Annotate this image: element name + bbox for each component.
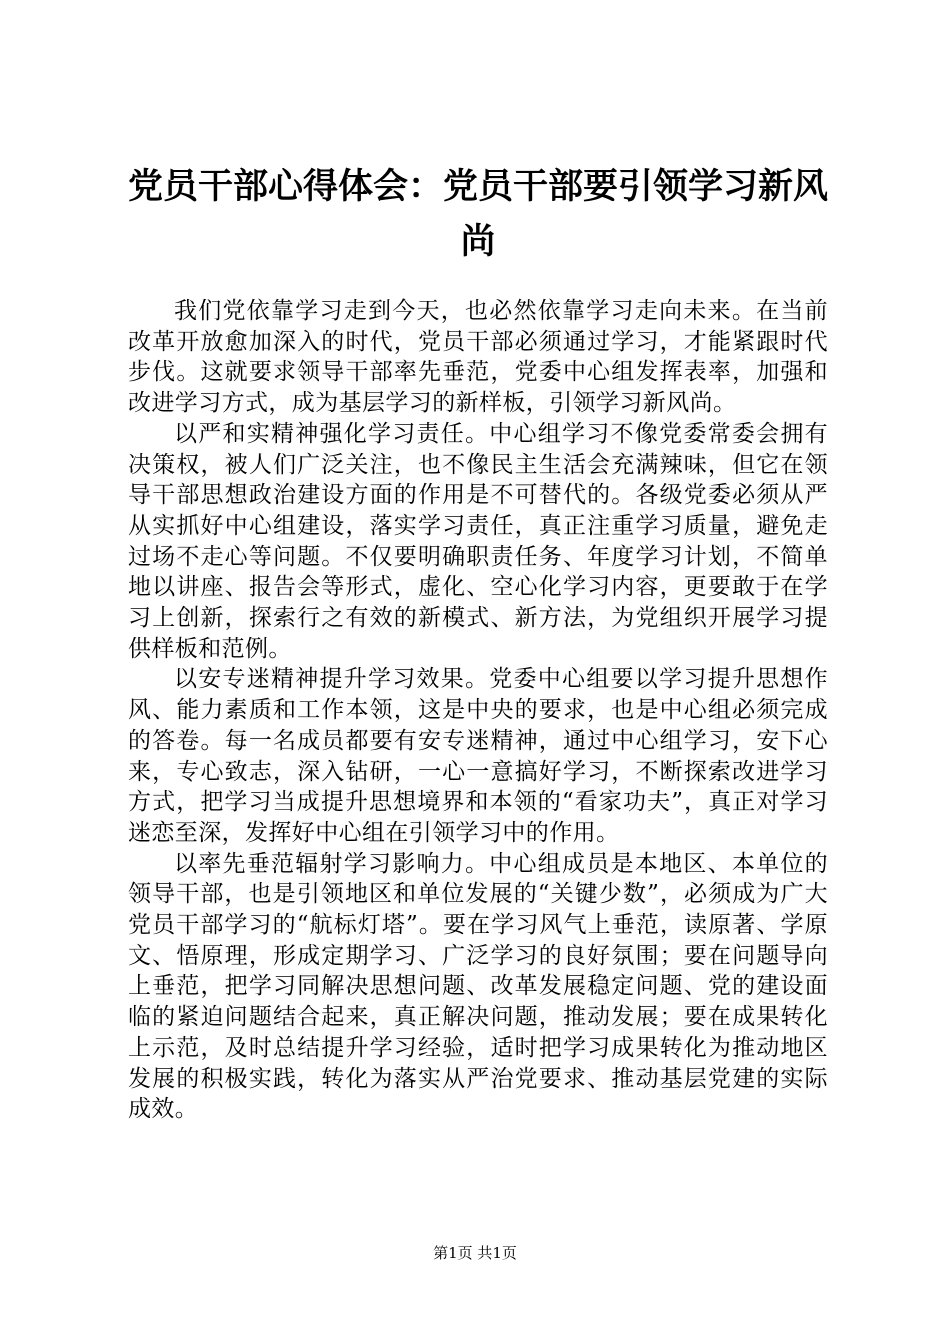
paragraph-influence: 以率先垂范辐射学习影响力。中心组成员是本地区、本单位的领导干部，也是引领地区和单位发展的“关键少数”，必须成为广大党员干部学习的“航标灯塔”。要在学习风气上垂范，读原著、学原文、悟原理，形成定期学习、广泛学习的良好氛围；要在问题导向上垂范，把学习同解决思想问题、改革发展稳定问题、党的建设面临的紧迫问题结合起来，真正解决问题，推动发展；要在成果转化上示范，及时总结提升学习经验，适时把学习成果转化为推动地区发展的积极实践，转化为落实从严治党要求、推动基层党建的实际成效。: [128, 850, 828, 1123]
paragraph-intro: 我们党依靠学习走到今天，也必然依靠学习走向未来。在当前改革开放愈加深入的时代，党员干部必须通过学习，才能紧跟时代步伐。这就要求领导干部率先垂范，党委中心组发挥表率，加强和改进学习方式，成为基层学习的新样板，引领学习新风尚。: [128, 298, 828, 417]
paragraph-responsibility: 以严和实精神强化学习责任。中心组学习不像党委常委会拥有决策权，被人们广泛关注，也不像民主生活会充满辣味，但它在领导干部思想政治建设方面的作用是不可替代的。各级党委必须从严从实抓好中心组建设，落实学习责任，真正注重学习质量，避免走过场不走心等问题。不仅要明确职责任务、年度学习计划，不简单地以讲座、报告会等形式，虚化、空心化学习内容，更要敢于在学习上创新，探索行之有效的新模式、新方法，为党组织开展学习提供样板和范例。: [128, 420, 828, 662]
page-footer: 第1页 共1页: [433, 1244, 517, 1262]
paragraph-effect: 以安专迷精神提升学习效果。党委中心组要以学习提升思想作风、能力素质和工作本领，这是中央的要求，也是中心组必须完成的答卷。每一名成员都要有安专迷精神，通过中心组学习，安下心来，专心致志，深入钻研，一心一意搞好学习，不断探索改进学习方式，把学习当成提升思想境界和本领的“看家功夫”，真正对学习迷恋至深，发挥好中心组在引领学习中的作用。: [128, 666, 828, 846]
document-body: [128, 296, 828, 1125]
document-title: 党员干部心得体会：党员干部要引领学习新风尚: [128, 167, 829, 262]
